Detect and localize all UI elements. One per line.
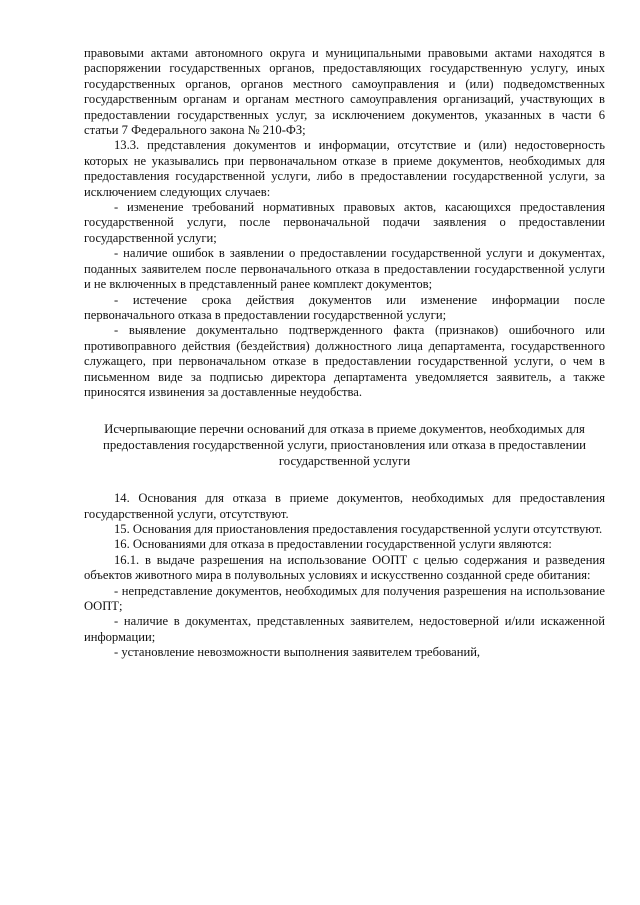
list-item: - установление невозможности выполнения заявителем требований, <box>114 645 481 660</box>
list-item: - истечение срока действия документов или изменение информации после первоначального отказа в предоставлении государственной услуги; <box>84 292 605 322</box>
paragraphs-after <box>84 491 605 660</box>
paragraphs-before <box>84 46 605 400</box>
paragraph: 16.1. в выдаче разрешения на использование ООПТ с целью содержания и разведения объектов животного мира в полувольных условиях и искусственно созданной среде обитания: <box>84 552 605 583</box>
list-item: - изменение требований нормативных правовых актов, касающихся предоставления государственной услуги, после первоначальной подачи заявления о предоставлении государственной услуги; <box>84 200 605 245</box>
paragraph: 13.3. представления документов и информации, отсутствие и (или) недостоверность которых не указывались при первоначальном отказе в приеме документов, необходимых для предоставления государственной услуги, либо в предоставлении государственной услуги, за исключением следующих случаев: <box>84 138 605 199</box>
paragraph: 15. Основания для приостановления предоставления государственной услуги отсутствуют. <box>114 521 603 536</box>
list-item: - наличие ошибок в заявлении о предоставлении государственной услуги и документах, поданных заявителем после первоначального отказа в предоставлении государственной услуги и не включенных в представленный ранее комплект документов; <box>84 246 605 292</box>
list-item: - наличие в документах, представленных заявителем, недостоверной и/или искаженной информации; <box>84 614 605 644</box>
document-page <box>84 46 605 661</box>
section-heading: Исчерпывающие перечни оснований для отказа в приеме документов, необходимых для предоставления государственной услуги, приостановления или отказа в предоставлении государственной услуги <box>102 422 587 468</box>
list-item: - выявление документально подтвержденного факта (признаков) ошибочного или противоправного действия (бездействия) должностного лица департамента, государственного служащего, при первоначальном отказе в предоставлении государственной услуги, о чем в письменном виде за подписью директора департамента уведомляется заявитель, а также приносятся извинения за доставленные неудобства. <box>84 323 605 399</box>
list-item: - непредставление документов, необходимых для получения разрешения на использование ООПТ; <box>84 583 605 613</box>
paragraph: правовыми актами автономного округа и муниципальными правовыми актами находятся в распоряжении государственных органов, предоставляющих государственную услугу, иных государственных органов, органов местного самоуправления и (или) подведомственных государственным органам и органам местного самоуправления организаций, участвующих в предоставлении государственных услуг, за исключением документов, указанных в части 6 статьи 7 Федерального закона № 210-ФЗ; <box>84 46 605 138</box>
paragraph: 16. Основаниями для отказа в предоставлении государственной услуги являются: <box>114 537 552 552</box>
paragraph: 14. Основания для отказа в приеме документов, необходимых для предоставления государственной услуги, отсутствуют. <box>84 491 605 521</box>
